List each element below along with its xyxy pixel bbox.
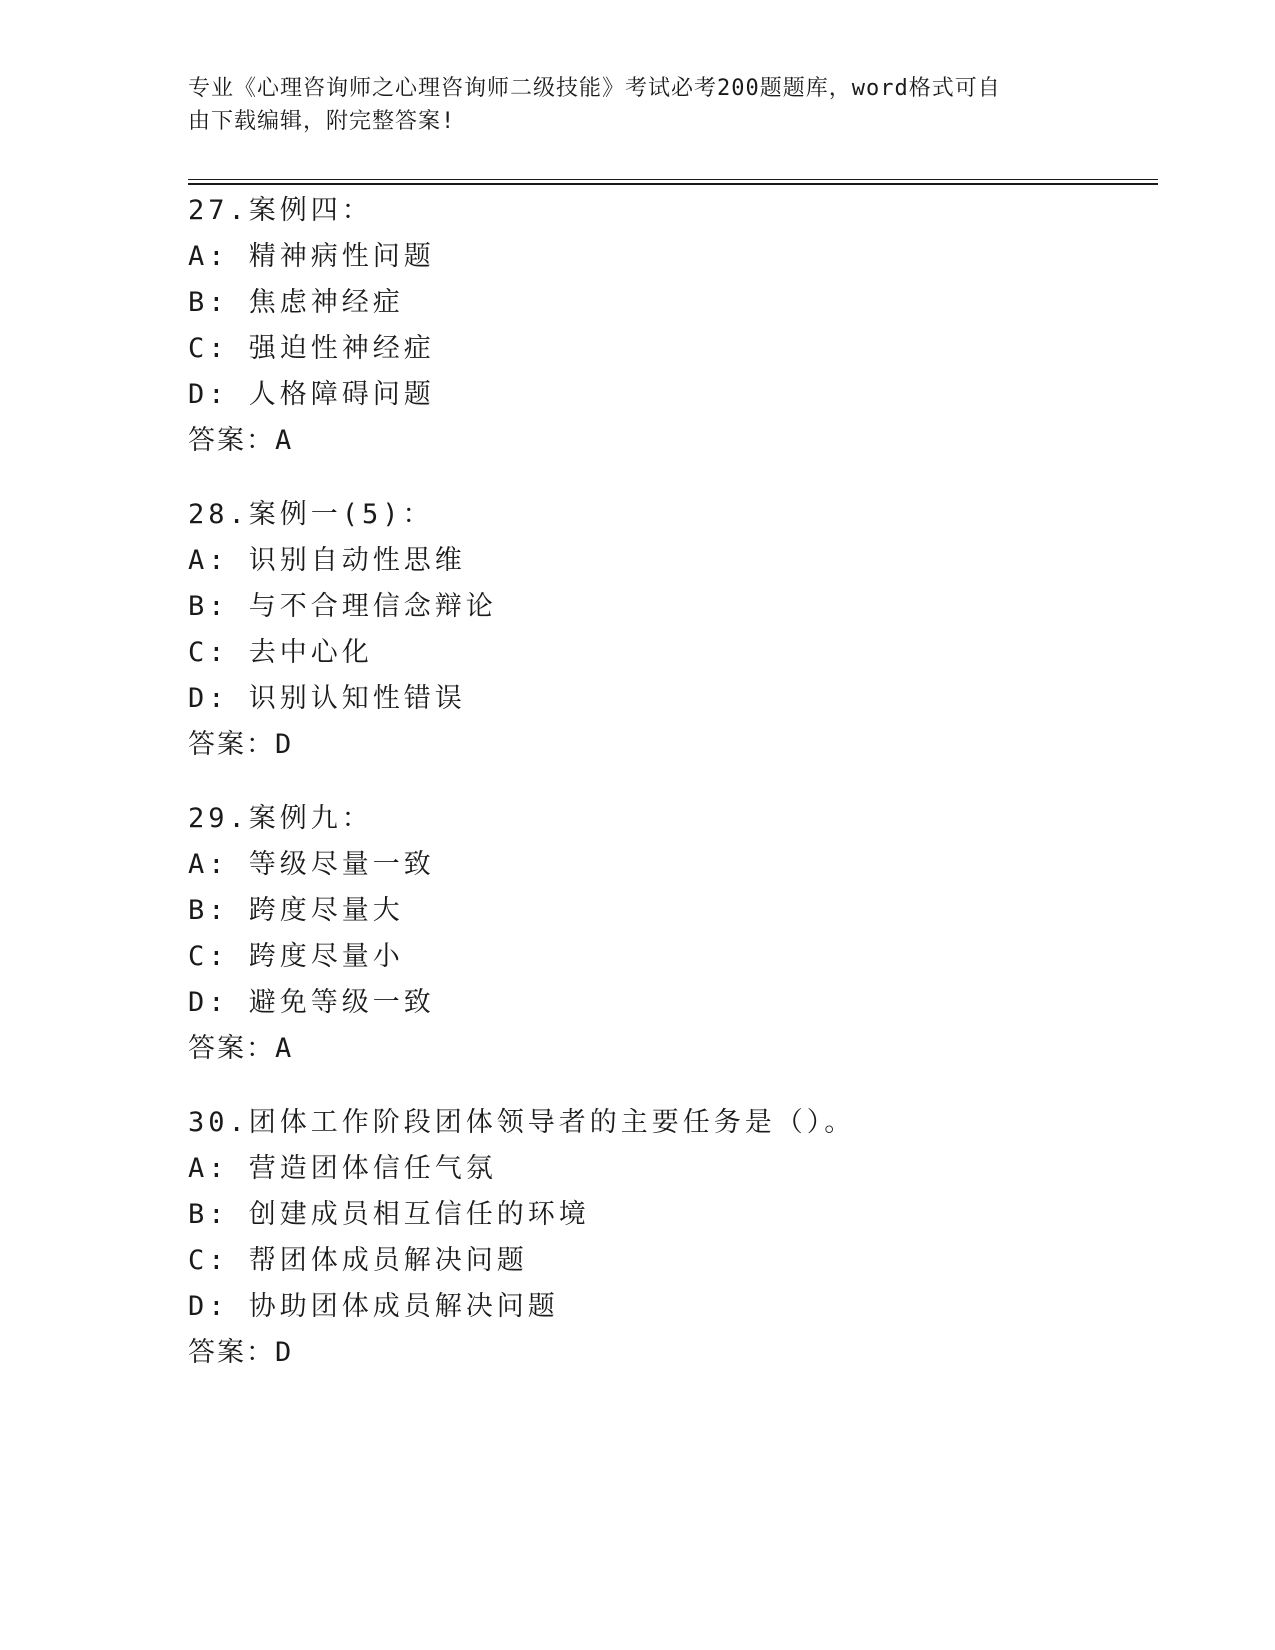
option-b: B: 跨度尽量大 — [188, 895, 404, 926]
option-c: C: 帮团体成员解决问题 — [188, 1245, 528, 1276]
answer-line — [188, 1026, 1148, 1072]
option-d: D: 避免等级一致 — [188, 987, 435, 1018]
question-title: 30.团体工作阶段团体领导者的主要任务是（）。 — [188, 1107, 856, 1138]
answer-label: 答案： — [188, 425, 275, 456]
answer-label: 答案： — [188, 1337, 275, 1368]
option-d: D: 协助团体成员解决问题 — [188, 1291, 559, 1322]
option-b: B: 创建成员相互信任的环境 — [188, 1199, 590, 1230]
answer-label: 答案： — [188, 729, 275, 760]
option-c: C: 强迫性神经症 — [188, 333, 435, 364]
answer-line — [188, 1330, 1148, 1376]
header-divider-thin — [188, 179, 1158, 180]
option-a: A: 精神病性问题 — [188, 241, 435, 272]
question-27 — [188, 188, 1148, 464]
question-list — [188, 188, 1148, 1404]
document-header — [188, 72, 1088, 138]
answer-line — [188, 722, 1148, 768]
answer-line — [188, 418, 1148, 464]
option-c: C: 跨度尽量小 — [188, 941, 404, 972]
option-a: A: 营造团体信任气氛 — [188, 1153, 497, 1184]
option-a: A: 识别自动性思维 — [188, 545, 466, 576]
option-a: A: 等级尽量一致 — [188, 849, 435, 880]
question-29 — [188, 796, 1148, 1072]
header-line-1: 专业《心理咨询师之心理咨询师二级技能》考试必考200题题库，word格式可自 — [188, 76, 1001, 101]
question-30 — [188, 1100, 1148, 1376]
question-title: 28.案例一(5)： — [188, 499, 434, 530]
answer-label: 答案： — [188, 1033, 275, 1064]
question-title: 29.案例九： — [188, 803, 373, 834]
header-line-2: 由下载编辑，附完整答案! — [188, 109, 456, 134]
option-d: D: 人格障碍问题 — [188, 379, 435, 410]
option-d: D: 识别认知性错误 — [188, 683, 466, 714]
answer-value: D — [275, 729, 294, 760]
answer-value: A — [275, 1033, 294, 1064]
option-b: B: 焦虑神经症 — [188, 287, 404, 318]
option-b: B: 与不合理信念辩论 — [188, 591, 497, 622]
answer-value: A — [275, 425, 294, 456]
option-c: C: 去中心化 — [188, 637, 373, 668]
answer-value: D — [275, 1337, 294, 1368]
question-title: 27.案例四： — [188, 195, 373, 226]
question-28 — [188, 492, 1148, 768]
header-divider-thick — [188, 183, 1158, 185]
